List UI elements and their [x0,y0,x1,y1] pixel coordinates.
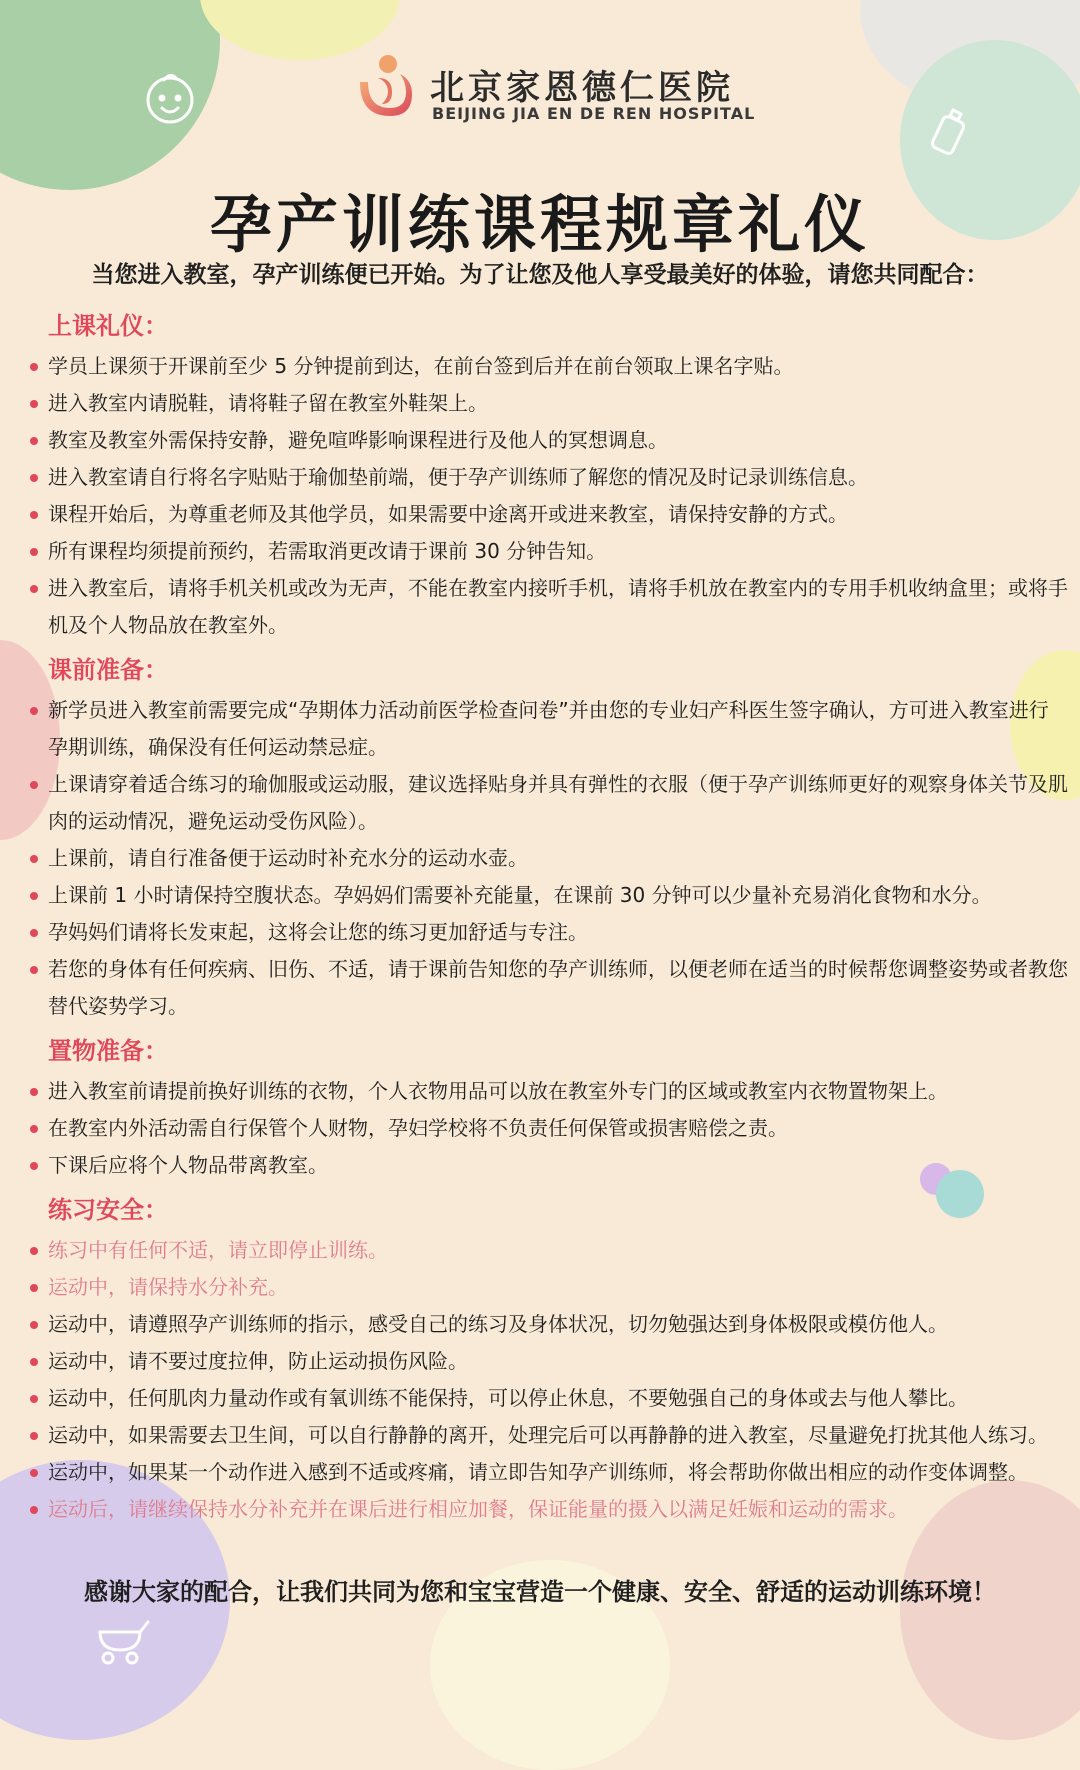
section-class-etiquette [28,310,1068,644]
list-item: 运动中，请遵照孕产训练师的指示，感受自己的练习及身体状况，切勿勉强达到身体极限或模仿他人。 [28,1306,1068,1343]
list-item: 上课前 1 小时请保持空腹状态。孕妈妈们需要补充能量，在课前 30 分钟可以少量补充易消化食物和水分。 [28,877,1068,914]
list-item: 所有课程均须提前预约，若需取消更改请于课前 30 分钟告知。 [28,533,1068,570]
list-item: 练习中有任何不适，请立即停止训练。 [28,1232,1068,1269]
list-item: 教室及教室外需保持安静，避免喧哗影响课程进行及他人的冥想调息。 [28,422,1068,459]
list-item: 上课请穿着适合练习的瑜伽服或运动服，建议选择贴身并具有弹性的衣服（便于孕产训练师更好的观察身体关节及肌肉的运动情况，避免运动受伤风险）。 [28,766,1068,840]
footer-message: 感谢大家的配合，让我们共同为您和宝宝营造一个健康、安全、舒适的运动训练环境！ [84,1578,996,1606]
list-item: 运动中，如果某一个动作进入感到不适或疼痛，请立即告知孕产训练师，将会帮助你做出相应的动作变体调整。 [28,1454,1068,1491]
list-item: 新学员进入教室前需要完成“孕期体力活动前医学检查问卷”并由您的专业妇产科医生签字确认，方可进入教室进行孕期训练，确保没有任何运动禁忌症。 [28,692,1068,766]
list-item: 运动中，请不要过度拉伸，防止运动损伤风险。 [28,1343,1068,1380]
intro-text: 当您进入教室，孕产训练便已开始。为了让您及他人享受最美好的体验，请您共同配合： [91,262,989,288]
hospital-name-cn: 北京家恩德仁医院 [430,68,734,108]
section-title: 上课礼仪： [48,312,168,340]
list-item: 下课后应将个人物品带离教室。 [28,1147,1068,1184]
page-title: 孕产训练课程规章礼仪 [209,188,870,261]
list-item: 进入教室内请脱鞋，请将鞋子留在教室外鞋架上。 [28,385,1068,422]
stroller-icon [92,1612,156,1668]
section-safety [28,1194,1068,1528]
section-title: 练习安全： [48,1196,168,1224]
list-item: 学员上课须于开课前至少 5 分钟提前到达，在前台签到后并在前台领取上课名字贴。 [28,348,1068,385]
list-item: 课程开始后，为尊重老师及其他学员，如果需要中途离开或进来教室，请保持安静的方式。 [28,496,1068,533]
hospital-logo-icon [348,52,416,122]
list-item: 进入教室前请提前换好训练的衣物，个人衣物用品可以放在教室外专门的区域或教室内衣物置物架上。 [28,1073,1068,1110]
list-item: 孕妈妈们请将长发束起，这将会让您的练习更加舒适与专注。 [28,914,1068,951]
list-item: 运动后，请继续保持水分补充并在课后进行相应加餐，保证能量的摄入以满足妊娠和运动的需求。 [28,1491,1068,1528]
list-item: 进入教室请自行将名字贴贴于瑜伽垫前端，便于孕产训练师了解您的情况及时记录训练信息。 [28,459,1068,496]
hospital-name-en: BEIJING JIA EN DE REN HOSPITAL [432,104,756,123]
list-item: 上课前，请自行准备便于运动时补充水分的运动水壶。 [28,840,1068,877]
list-item: 运动中，如果需要去卫生间，可以自行静静的离开，处理完后可以再静静的进入教室，尽量避免打扰其他人练习。 [28,1417,1068,1454]
section-title: 课前准备： [48,656,168,684]
section-pre-class [28,654,1068,1025]
list-item: 在教室内外活动需自行保管个人财物，孕妇学校将不负责任何保管或损害赔偿之责。 [28,1110,1068,1147]
list-item: 运动中，任何肌肉力量动作或有氧训练不能保持，可以停止休息，不要勉强自己的身体或去与他人攀比。 [28,1380,1068,1417]
section-title: 置物准备： [48,1037,168,1065]
section-storage [28,1035,1068,1184]
hospital-logo [0,0,1080,140]
list-item: 进入教室后，请将手机关机或改为无声，不能在教室内接听手机，请将手机放在教室内的专用手机收纳盒里；或将手机及个人物品放在教室外。 [28,570,1068,644]
rules-content [28,310,1068,1538]
list-item: 若您的身体有任何疾病、旧伤、不适，请于课前告知您的孕产训练师，以便老师在适当的时候帮您调整姿势或者教您替代姿势学习。 [28,951,1068,1025]
list-item: 运动中，请保持水分补充。 [28,1269,1068,1306]
